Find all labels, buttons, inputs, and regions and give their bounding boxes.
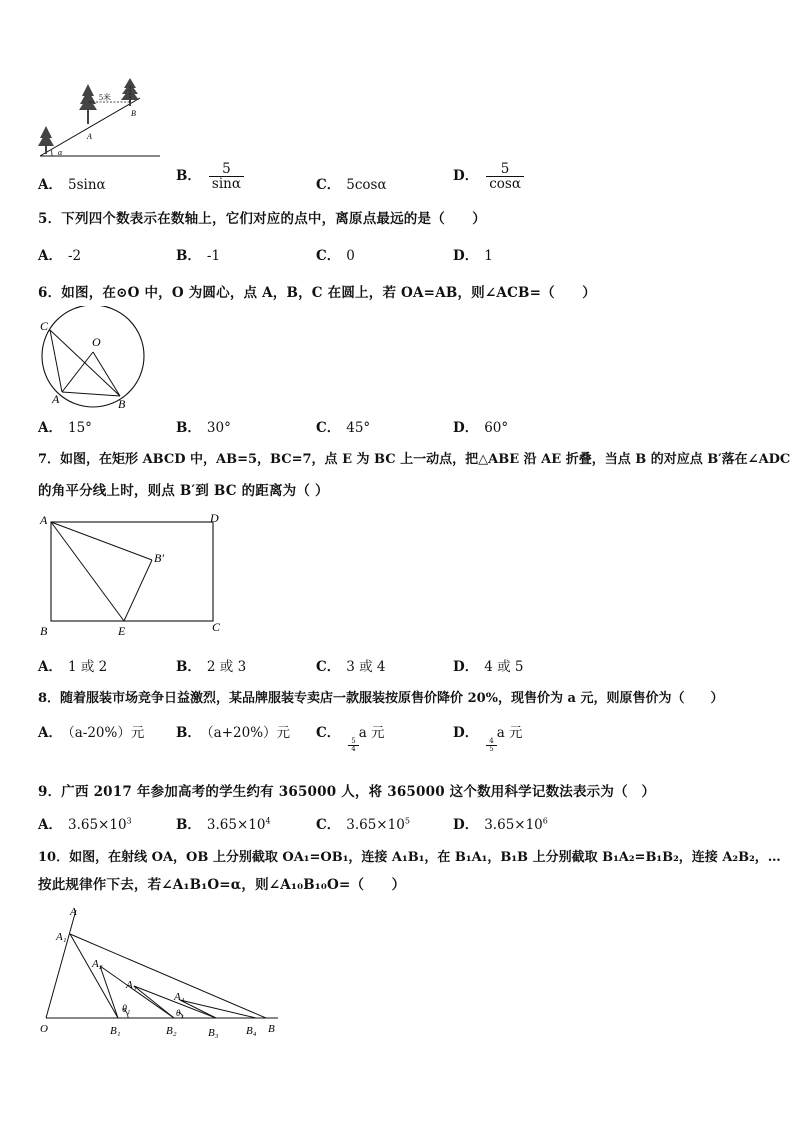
q7-point-b-label: B bbox=[40, 624, 48, 638]
q10-point-a4-label: A₄ bbox=[174, 991, 185, 1003]
q6-point-o-label: O bbox=[92, 335, 101, 349]
q8-option-a[interactable]: A． （a-20%）元 bbox=[38, 725, 145, 741]
q6-point-c-label: C bbox=[40, 319, 49, 333]
q9-stem: 9．广西 2017 年参加高考的学生约有 365000 人，将 365000 这个数用科学记数法表示为（ ） bbox=[38, 784, 656, 800]
q4-option-c[interactable]: C． 5cosα bbox=[316, 177, 387, 193]
q4-option-b[interactable]: B． $\frac{5}{\sin\alpha}$ bbox=[176, 162, 244, 191]
q4-option-a[interactable]: A． 5sinα bbox=[38, 177, 106, 193]
q5-option-a[interactable]: A． -2 bbox=[38, 248, 82, 264]
q8-option-d-fraction: $\frac{4}{5}$ bbox=[486, 738, 496, 753]
q5-option-d[interactable]: D． 1 bbox=[453, 248, 493, 264]
q4-alpha-label: α bbox=[58, 148, 63, 157]
q4-option-b-fraction: $\frac{5}{\sin\alpha}$ bbox=[209, 162, 244, 191]
q10-point-b-label: B bbox=[268, 1023, 275, 1035]
q9-option-a[interactable]: A． $3.65\times 10^3$ bbox=[38, 816, 132, 833]
q9-option-d[interactable]: D． $3.65\times 10^6$ bbox=[453, 816, 548, 833]
q10-point-b3-label: B₃ bbox=[208, 1027, 219, 1039]
q4-option-d-fraction: $\frac{5}{\cos\alpha}$ bbox=[486, 162, 524, 191]
q4-distance-label: 5米 bbox=[99, 93, 111, 102]
q7-point-a-label: A bbox=[40, 513, 48, 527]
q10-point-b1-label: B₁ bbox=[110, 1025, 121, 1037]
q10-point-o-label: O bbox=[40, 1023, 48, 1035]
q7-stem-line1: 7．如图，在矩形 ABCD 中，AB=5，BC=7，点 E 为 BC 上一动点，把△ABE 沿 AE 折叠，当点 B 的对应点 B′落在∠ADC bbox=[38, 452, 791, 467]
q10-ray-figure bbox=[34, 900, 284, 1040]
q4-option-d[interactable]: D． $\frac{5}{\cos\alpha}$ bbox=[453, 162, 524, 191]
q6-point-b-label: B bbox=[118, 397, 126, 411]
q8-stem: 8．随着服装市场竞争日益激烈，某品牌服装专卖店一款服装按原售价降价 20%，现售价为 a 元，则原售价为（ ） bbox=[38, 691, 724, 706]
q6-option-c[interactable]: C． 45° bbox=[316, 420, 371, 436]
q4-slope-figure bbox=[36, 76, 166, 160]
q7-rectangle-figure bbox=[36, 508, 232, 640]
q9-option-b[interactable]: B． $3.65\times 10^4$ bbox=[176, 816, 271, 833]
q7-point-d-label: D bbox=[210, 511, 219, 525]
q8-option-b[interactable]: B． （a+20%）元 bbox=[176, 725, 291, 741]
q5-stem: 5．下列四个数表示在数轴上，它们对应的点中，离原点最远的是（ ） bbox=[38, 211, 486, 227]
q10-point-b2-label: B₂ bbox=[166, 1025, 177, 1037]
q7-option-b[interactable]: B． 2 或 3 bbox=[176, 659, 247, 675]
q8-option-c[interactable]: C． $\frac{5}{4}$ a 元 bbox=[316, 725, 385, 753]
q7-option-c[interactable]: C． 3 或 4 bbox=[316, 659, 386, 675]
q7-option-a[interactable]: A． 1 或 2 bbox=[38, 659, 108, 675]
q4-point-b-label: B bbox=[131, 109, 136, 118]
q7-point-c-label: C bbox=[212, 620, 221, 634]
q5-option-b[interactable]: B． -1 bbox=[176, 248, 221, 264]
q6-option-b[interactable]: B． 30° bbox=[176, 420, 231, 436]
q10-point-a3-label: A₃ bbox=[126, 979, 137, 991]
q6-point-a-label: A bbox=[52, 392, 60, 406]
q6-stem: 6．如图，在⊙O 中，O 为圆心，点 A，B，C 在圆上，若 OA=AB，则∠ACB=（ ） bbox=[38, 285, 596, 301]
q6-circle-figure bbox=[36, 306, 152, 412]
q6-option-d[interactable]: D． 60° bbox=[453, 420, 509, 436]
q10-point-a2-label: A₂ bbox=[92, 958, 103, 970]
q6-option-a[interactable]: A． 15° bbox=[38, 420, 92, 436]
q10-point-a1-label: A₁ bbox=[56, 931, 67, 943]
q7-point-e-label: E bbox=[118, 624, 126, 638]
q8-option-c-fraction: $\frac{5}{4}$ bbox=[348, 738, 358, 753]
q10-theta2-label: θ₂ bbox=[176, 1008, 184, 1018]
q10-point-b4-label: B₄ bbox=[246, 1025, 257, 1037]
q8-option-d[interactable]: D． $\frac{4}{5}$ a 元 bbox=[453, 725, 523, 753]
q10-point-a-label: A bbox=[70, 906, 77, 918]
q10-stem-line1: 10．如图，在射线 OA，OB 上分别截取 OA₁=OB₁，连接 A₁B₁，在 B₁A₁，B₁B 上分别截取 B₁A₂=B₁B₂，连接 A₂B₂，… bbox=[38, 850, 781, 865]
q9-option-c[interactable]: C． $3.65\times 10^5$ bbox=[316, 816, 410, 833]
q7-point-bprime-label: B′ bbox=[154, 551, 164, 565]
q7-option-d[interactable]: D． 4 或 5 bbox=[453, 659, 524, 675]
q7-stem-line2: 的角平分线上时，则点 B′到 BC 的距离为（ ） bbox=[38, 483, 329, 499]
q10-stem-line2: 按此规律作下去，若∠A₁B₁O=α，则∠A₁₀B₁₀O=（ ） bbox=[38, 877, 406, 893]
q5-option-c[interactable]: C． 0 bbox=[316, 248, 355, 264]
q10-theta1-label: θ₁ bbox=[122, 1004, 131, 1015]
q4-point-a-label: A bbox=[87, 132, 92, 141]
